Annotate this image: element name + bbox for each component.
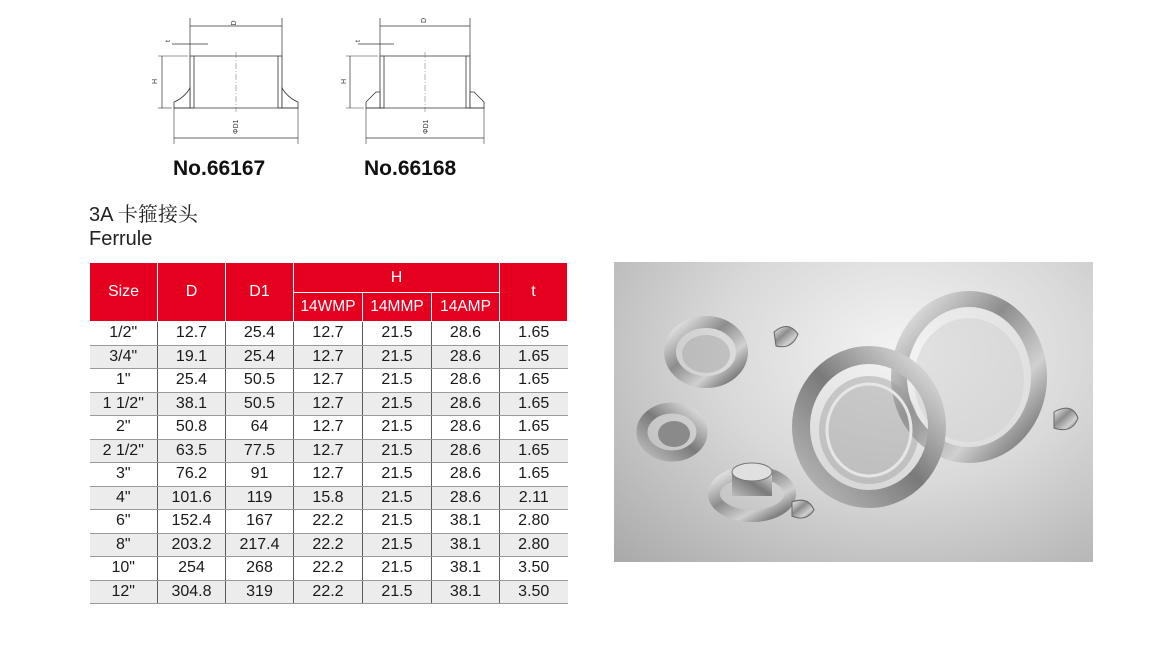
table-row <box>90 486 568 510</box>
cell-d1: 119 <box>226 486 294 510</box>
table-row <box>90 392 568 416</box>
cell-h-14wmp: 22.2 <box>294 557 363 581</box>
cell-h-14amp: 38.1 <box>432 533 500 557</box>
dim-h-label: H <box>152 78 159 84</box>
dim-h-label: H <box>341 78 348 84</box>
product-photo <box>614 262 1093 562</box>
cell-h-14wmp: 12.7 <box>294 463 363 487</box>
cell-d1: 64 <box>226 416 294 440</box>
dim-t-label: t <box>165 40 172 42</box>
cell-t: 2.80 <box>500 510 568 534</box>
cell-h-14mmp: 21.5 <box>363 392 432 416</box>
cell-d1: 319 <box>226 580 294 604</box>
cell-t: 1.65 <box>500 369 568 393</box>
cell-d1: 91 <box>226 463 294 487</box>
header-14wmp: 14WMP <box>294 293 363 322</box>
table-row <box>90 557 568 581</box>
cell-size: 10" <box>90 557 158 581</box>
dim-t-label: t <box>355 40 362 42</box>
cell-d: 304.8 <box>158 580 226 604</box>
cell-d1: 77.5 <box>226 439 294 463</box>
cell-d: 12.7 <box>158 322 226 346</box>
cell-h-14mmp: 21.5 <box>363 557 432 581</box>
ferrule-drawing-66168 <box>342 12 502 147</box>
cell-h-14mmp: 21.5 <box>363 580 432 604</box>
cell-t: 1.65 <box>500 463 568 487</box>
cell-size: 6" <box>90 510 158 534</box>
cell-d: 19.1 <box>158 345 226 369</box>
table-row <box>90 369 568 393</box>
cell-h-14mmp: 21.5 <box>363 486 432 510</box>
cell-size: 2" <box>90 416 158 440</box>
cell-t: 2.80 <box>500 533 568 557</box>
cell-h-14wmp: 12.7 <box>294 322 363 346</box>
spec-table-body <box>90 322 568 604</box>
cell-t: 3.50 <box>500 557 568 581</box>
cell-t: 2.11 <box>500 486 568 510</box>
cell-d1: 25.4 <box>226 322 294 346</box>
cell-d1: 268 <box>226 557 294 581</box>
cell-size: 8" <box>90 533 158 557</box>
cell-d: 203.2 <box>158 533 226 557</box>
table-row <box>90 439 568 463</box>
cell-t: 1.65 <box>500 416 568 440</box>
model-number-66167: No.66167 <box>173 157 266 180</box>
cell-h-14mmp: 21.5 <box>363 463 432 487</box>
table-row <box>90 580 568 604</box>
cell-h-14amp: 28.6 <box>432 416 500 440</box>
drawing-66167 <box>150 12 310 147</box>
dim-d1-label: ΦD1 <box>233 119 240 134</box>
cell-d: 152.4 <box>158 510 226 534</box>
title-english: Ferrule <box>89 228 153 250</box>
header-h: H <box>294 263 500 293</box>
cell-d1: 167 <box>226 510 294 534</box>
cell-h-14wmp: 22.2 <box>294 580 363 604</box>
cell-h-14wmp: 15.8 <box>294 486 363 510</box>
header-size: Size <box>90 263 158 322</box>
header-d: D <box>158 263 226 322</box>
cell-size: 1 1/2" <box>90 392 158 416</box>
table-row <box>90 416 568 440</box>
cell-h-14mmp: 21.5 <box>363 369 432 393</box>
cell-t: 3.50 <box>500 580 568 604</box>
cell-size: 2 1/2" <box>90 439 158 463</box>
cell-d1: 217.4 <box>226 533 294 557</box>
cell-h-14amp: 38.1 <box>432 580 500 604</box>
cell-h-14mmp: 21.5 <box>363 439 432 463</box>
cell-h-14wmp: 12.7 <box>294 439 363 463</box>
cell-h-14wmp: 12.7 <box>294 416 363 440</box>
cell-h-14amp: 28.6 <box>432 322 500 346</box>
cell-h-14amp: 28.6 <box>432 392 500 416</box>
cell-h-14amp: 38.1 <box>432 510 500 534</box>
section-title <box>89 203 198 251</box>
cell-size: 3/4" <box>90 345 158 369</box>
clamp-ferrule-photo <box>614 262 1093 562</box>
cell-h-14amp: 28.6 <box>432 463 500 487</box>
title-chinese: 3A 卡箍接头 <box>89 204 198 226</box>
cell-size: 3" <box>90 463 158 487</box>
cell-h-14wmp: 12.7 <box>294 392 363 416</box>
cell-t: 1.65 <box>500 392 568 416</box>
table-row <box>90 463 568 487</box>
cell-h-14wmp: 22.2 <box>294 533 363 557</box>
cell-t: 1.65 <box>500 322 568 346</box>
model-number-66168: No.66168 <box>364 157 457 180</box>
cell-t: 1.65 <box>500 345 568 369</box>
header-14mmp: 14MMP <box>363 293 432 322</box>
cell-h-14mmp: 21.5 <box>363 510 432 534</box>
cell-d: 63.5 <box>158 439 226 463</box>
cell-h-14amp: 38.1 <box>432 557 500 581</box>
cell-size: 12" <box>90 580 158 604</box>
table-row <box>90 510 568 534</box>
cell-t: 1.65 <box>500 439 568 463</box>
cell-h-14amp: 28.6 <box>432 369 500 393</box>
header-d1: D1 <box>226 263 294 322</box>
table-row <box>90 533 568 557</box>
dim-d1-label: ΦD1 <box>423 119 430 134</box>
cell-h-14amp: 28.6 <box>432 439 500 463</box>
header-14amp: 14AMP <box>432 293 500 322</box>
cell-d1: 50.5 <box>226 392 294 416</box>
cell-h-14amp: 28.6 <box>432 486 500 510</box>
cell-h-14wmp: 12.7 <box>294 345 363 369</box>
cell-h-14mmp: 21.5 <box>363 533 432 557</box>
cell-h-14wmp: 22.2 <box>294 510 363 534</box>
cell-d: 76.2 <box>158 463 226 487</box>
ferrule-drawing-66167 <box>150 12 310 147</box>
cell-h-14mmp: 21.5 <box>363 322 432 346</box>
dim-d-label: D <box>231 20 238 26</box>
cell-h-14amp: 28.6 <box>432 345 500 369</box>
header-t: t <box>500 263 568 322</box>
cell-d: 101.6 <box>158 486 226 510</box>
cell-size: 1/2" <box>90 322 158 346</box>
cell-d1: 25.4 <box>226 345 294 369</box>
cell-h-14wmp: 12.7 <box>294 369 363 393</box>
cell-d: 254 <box>158 557 226 581</box>
cell-d: 25.4 <box>158 369 226 393</box>
cell-h-14mmp: 21.5 <box>363 345 432 369</box>
table-row <box>90 322 568 346</box>
cell-size: 1" <box>90 369 158 393</box>
table-row <box>90 345 568 369</box>
cell-d: 38.1 <box>158 392 226 416</box>
cell-h-14mmp: 21.5 <box>363 416 432 440</box>
dim-d-label: D <box>421 17 428 23</box>
cell-d1: 50.5 <box>226 369 294 393</box>
drawing-66168 <box>342 12 502 147</box>
cell-d: 50.8 <box>158 416 226 440</box>
spec-table <box>89 262 568 604</box>
cell-size: 4" <box>90 486 158 510</box>
